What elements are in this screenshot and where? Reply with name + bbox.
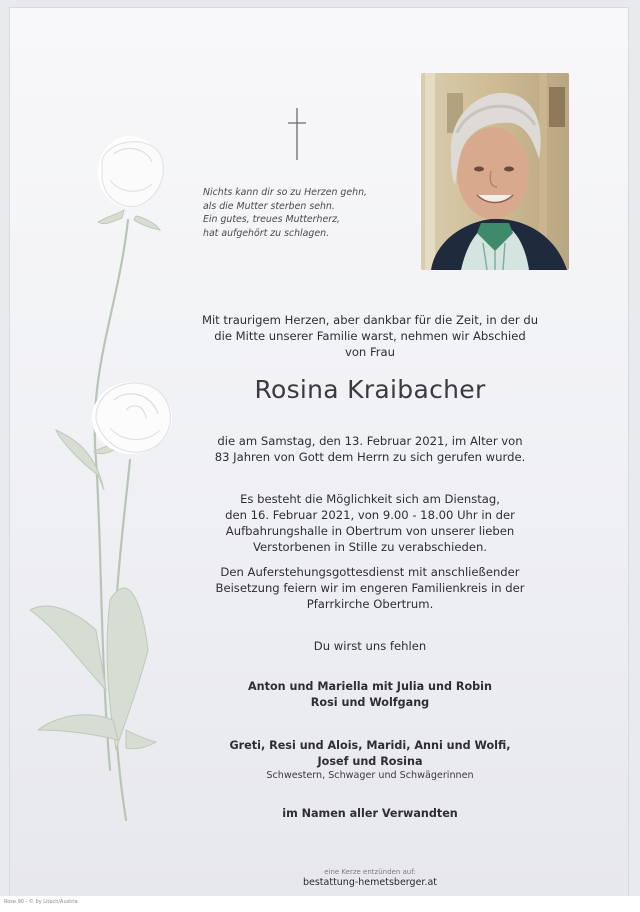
family-group-2-caption: Schwestern, Schwager und Schwägerinnen [266,770,474,781]
print-note: Rose 90 - © by Litech/Austria [4,899,78,905]
portrait-photo [421,73,569,270]
death-notice: die am Samstag, den 13. Februar 2021, im Alter von 83 Jahren von Gott dem Herrn zu sich gerufen wurde. [214,434,526,464]
family-group-2: Greti, Resi und Alois, Maridi, Anni und Wolfi, Josef und Rosina [229,739,511,768]
deceased-name: Rosina Kraibacher [254,375,486,404]
relatives-line: im Namen aller Verwandten [282,807,458,820]
candle-note: eine Kerze entzünden auf: bestattung-hemetsberger.at [260,868,480,889]
white-rose-illustration [18,130,198,830]
family-group-1: Anton und Mariella mit Julia und Robin Rosi und Wolfgang [247,680,492,709]
farewell-line: Du wirst uns fehlen [313,639,427,653]
rose-bud-top [98,136,163,208]
viewing-info: Es besteht die Möglichkeit sich am Dienstag, den 16. Februar 2021, von 9.00 - 18.00 Uhr in der Aufbahrungshalle in Obertrum von unserer lieben Verstorbenen in Stille zu verabschieden. [225,492,515,554]
website-link[interactable]: bestattung-hemetsberger.at [302,877,438,888]
intro-text: Mit traurigem Herzen, aber dankbar für die Zeit, in der du die Mitte unserer Familie warst, nehmen wir Abschied von Frau [201,313,539,359]
rose-bloom-middle [92,382,172,454]
service-info: Den Auferstehungsgottesdienst mit anschließender Beisetzung feiern wir im engeren Familienkreis in der Pfarrkirche Obertrum. [215,565,525,611]
cross-icon [287,106,307,162]
footer-strip [0,896,640,912]
memorial-poem: Nichts kann dir so zu Herzen gehn, als die Mutter sterben sehn. Ein gutes, treues Mutterherz, hat aufgehört zu schlagen. [203,187,367,240]
